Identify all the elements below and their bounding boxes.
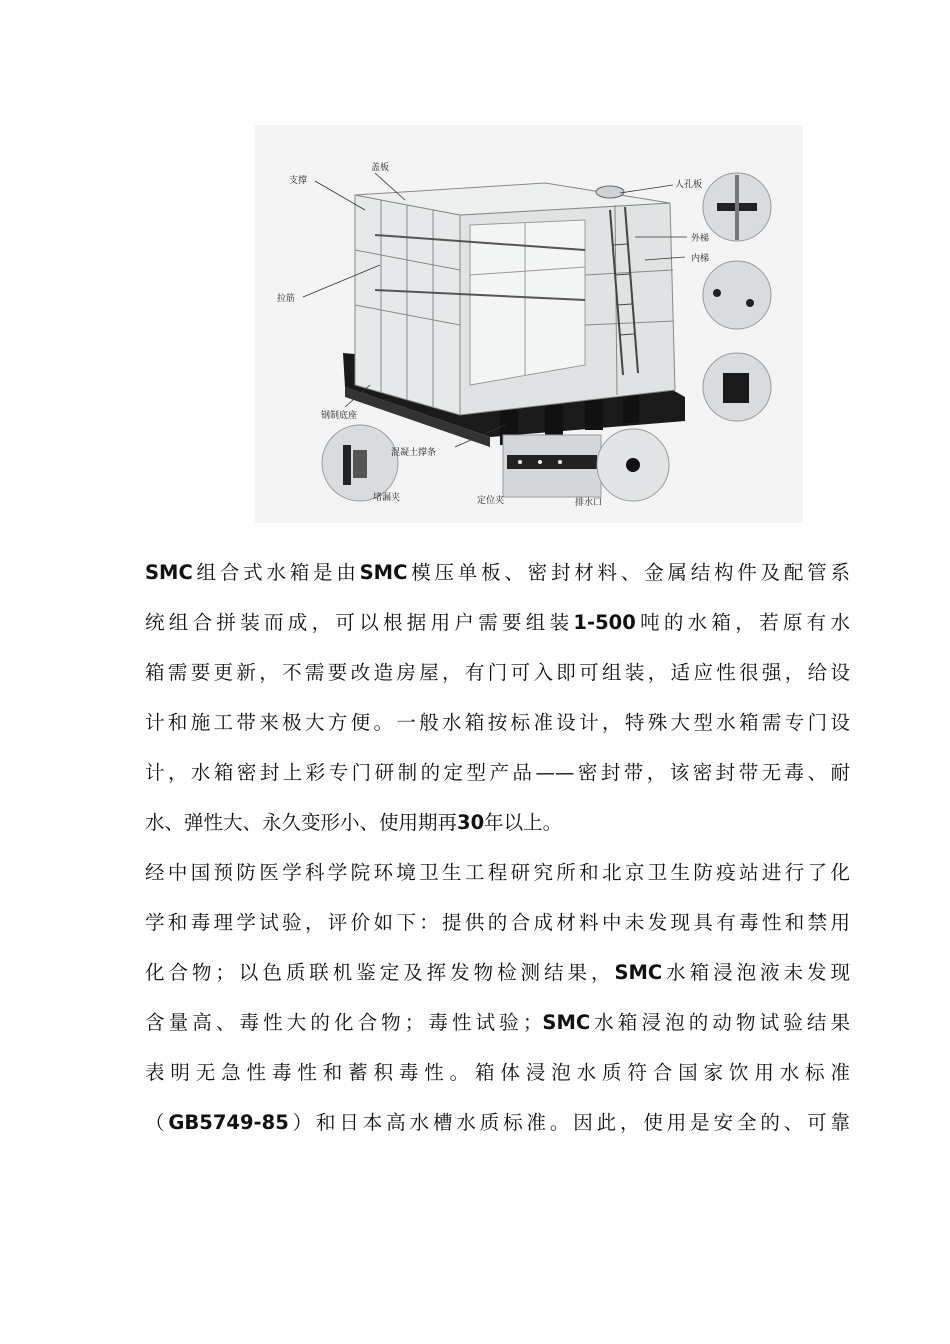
paragraph-evaluation [145, 848, 850, 1148]
text-line: 学和毒理学试验，评价如下：提供的合成材料中未发现具有毒性和禁用 [145, 911, 850, 934]
text-line: 含量高、毒性大的化合物；毒性试验；SMC水箱浸泡的动物试验结果 [145, 1011, 850, 1034]
text-line: （GB5749-85）和日本高水槽水质标准。因此，使用是安全的、可靠 [145, 1111, 850, 1134]
detail-ladder [703, 261, 771, 329]
detail-manhole [703, 173, 771, 241]
body-text [145, 548, 850, 1148]
text-line: 经中国预防医学科学院环境卫生工程研究所和北京卫生防疫站进行了化 [145, 861, 850, 884]
text-line: SMC组合式水箱是由SMC模压单板、密封材料、金属结构件及配管系 [145, 561, 850, 584]
text-line: 表明无急性毒性和蓄积毒性。箱体浸泡水质符合国家饮用水标准 [145, 1061, 850, 1084]
detail-locator-clip [503, 435, 601, 497]
label-inner-ladder: 内梯 [691, 254, 710, 264]
text-line: 水、弹性大、永久变形小、使用期再30年以上。 [145, 811, 563, 834]
label-tie-bar: 拉筋 [277, 294, 296, 304]
tank-body [355, 183, 675, 415]
text-line: 统组合拼装而成，可以根据用户需要组装1-500吨的水箱，若原有水 [145, 611, 850, 634]
text-line: 化合物；以色质联机鉴定及挥发物检测结果，SMC水箱浸泡液未发现 [145, 961, 850, 984]
label-outer-ladder: 外梯 [691, 234, 710, 244]
label-drain: 排水口 [575, 498, 603, 508]
label-support: 支撑 [289, 176, 308, 186]
text-line: 计，水箱密封上彩专门研制的定型产品——密封带，该密封带无毒、耐 [145, 761, 850, 784]
text-line: 箱需要更新，不需要改造房屋，有门可入即可组装，适应性很强，给设 [145, 661, 850, 684]
label-plug-clip: 堵漏夹 [373, 493, 401, 503]
detail-joint [703, 353, 771, 421]
label-steel-base: 钢制底座 [321, 411, 358, 421]
water-tank-diagram [255, 125, 803, 523]
label-cover: 盖板 [371, 163, 390, 173]
text-line: 计和施工带来极大方便。一般水箱按标准设计，特殊大型水箱需专门设 [145, 711, 850, 734]
label-concrete-strip: 混凝土撑条 [391, 448, 437, 458]
label-manhole: 人孔板 [675, 180, 703, 190]
label-locator-clip: 定位夹 [477, 496, 505, 506]
detail-plug-clip [322, 425, 401, 503]
paragraph-intro [145, 548, 850, 848]
detail-drain [597, 429, 669, 501]
